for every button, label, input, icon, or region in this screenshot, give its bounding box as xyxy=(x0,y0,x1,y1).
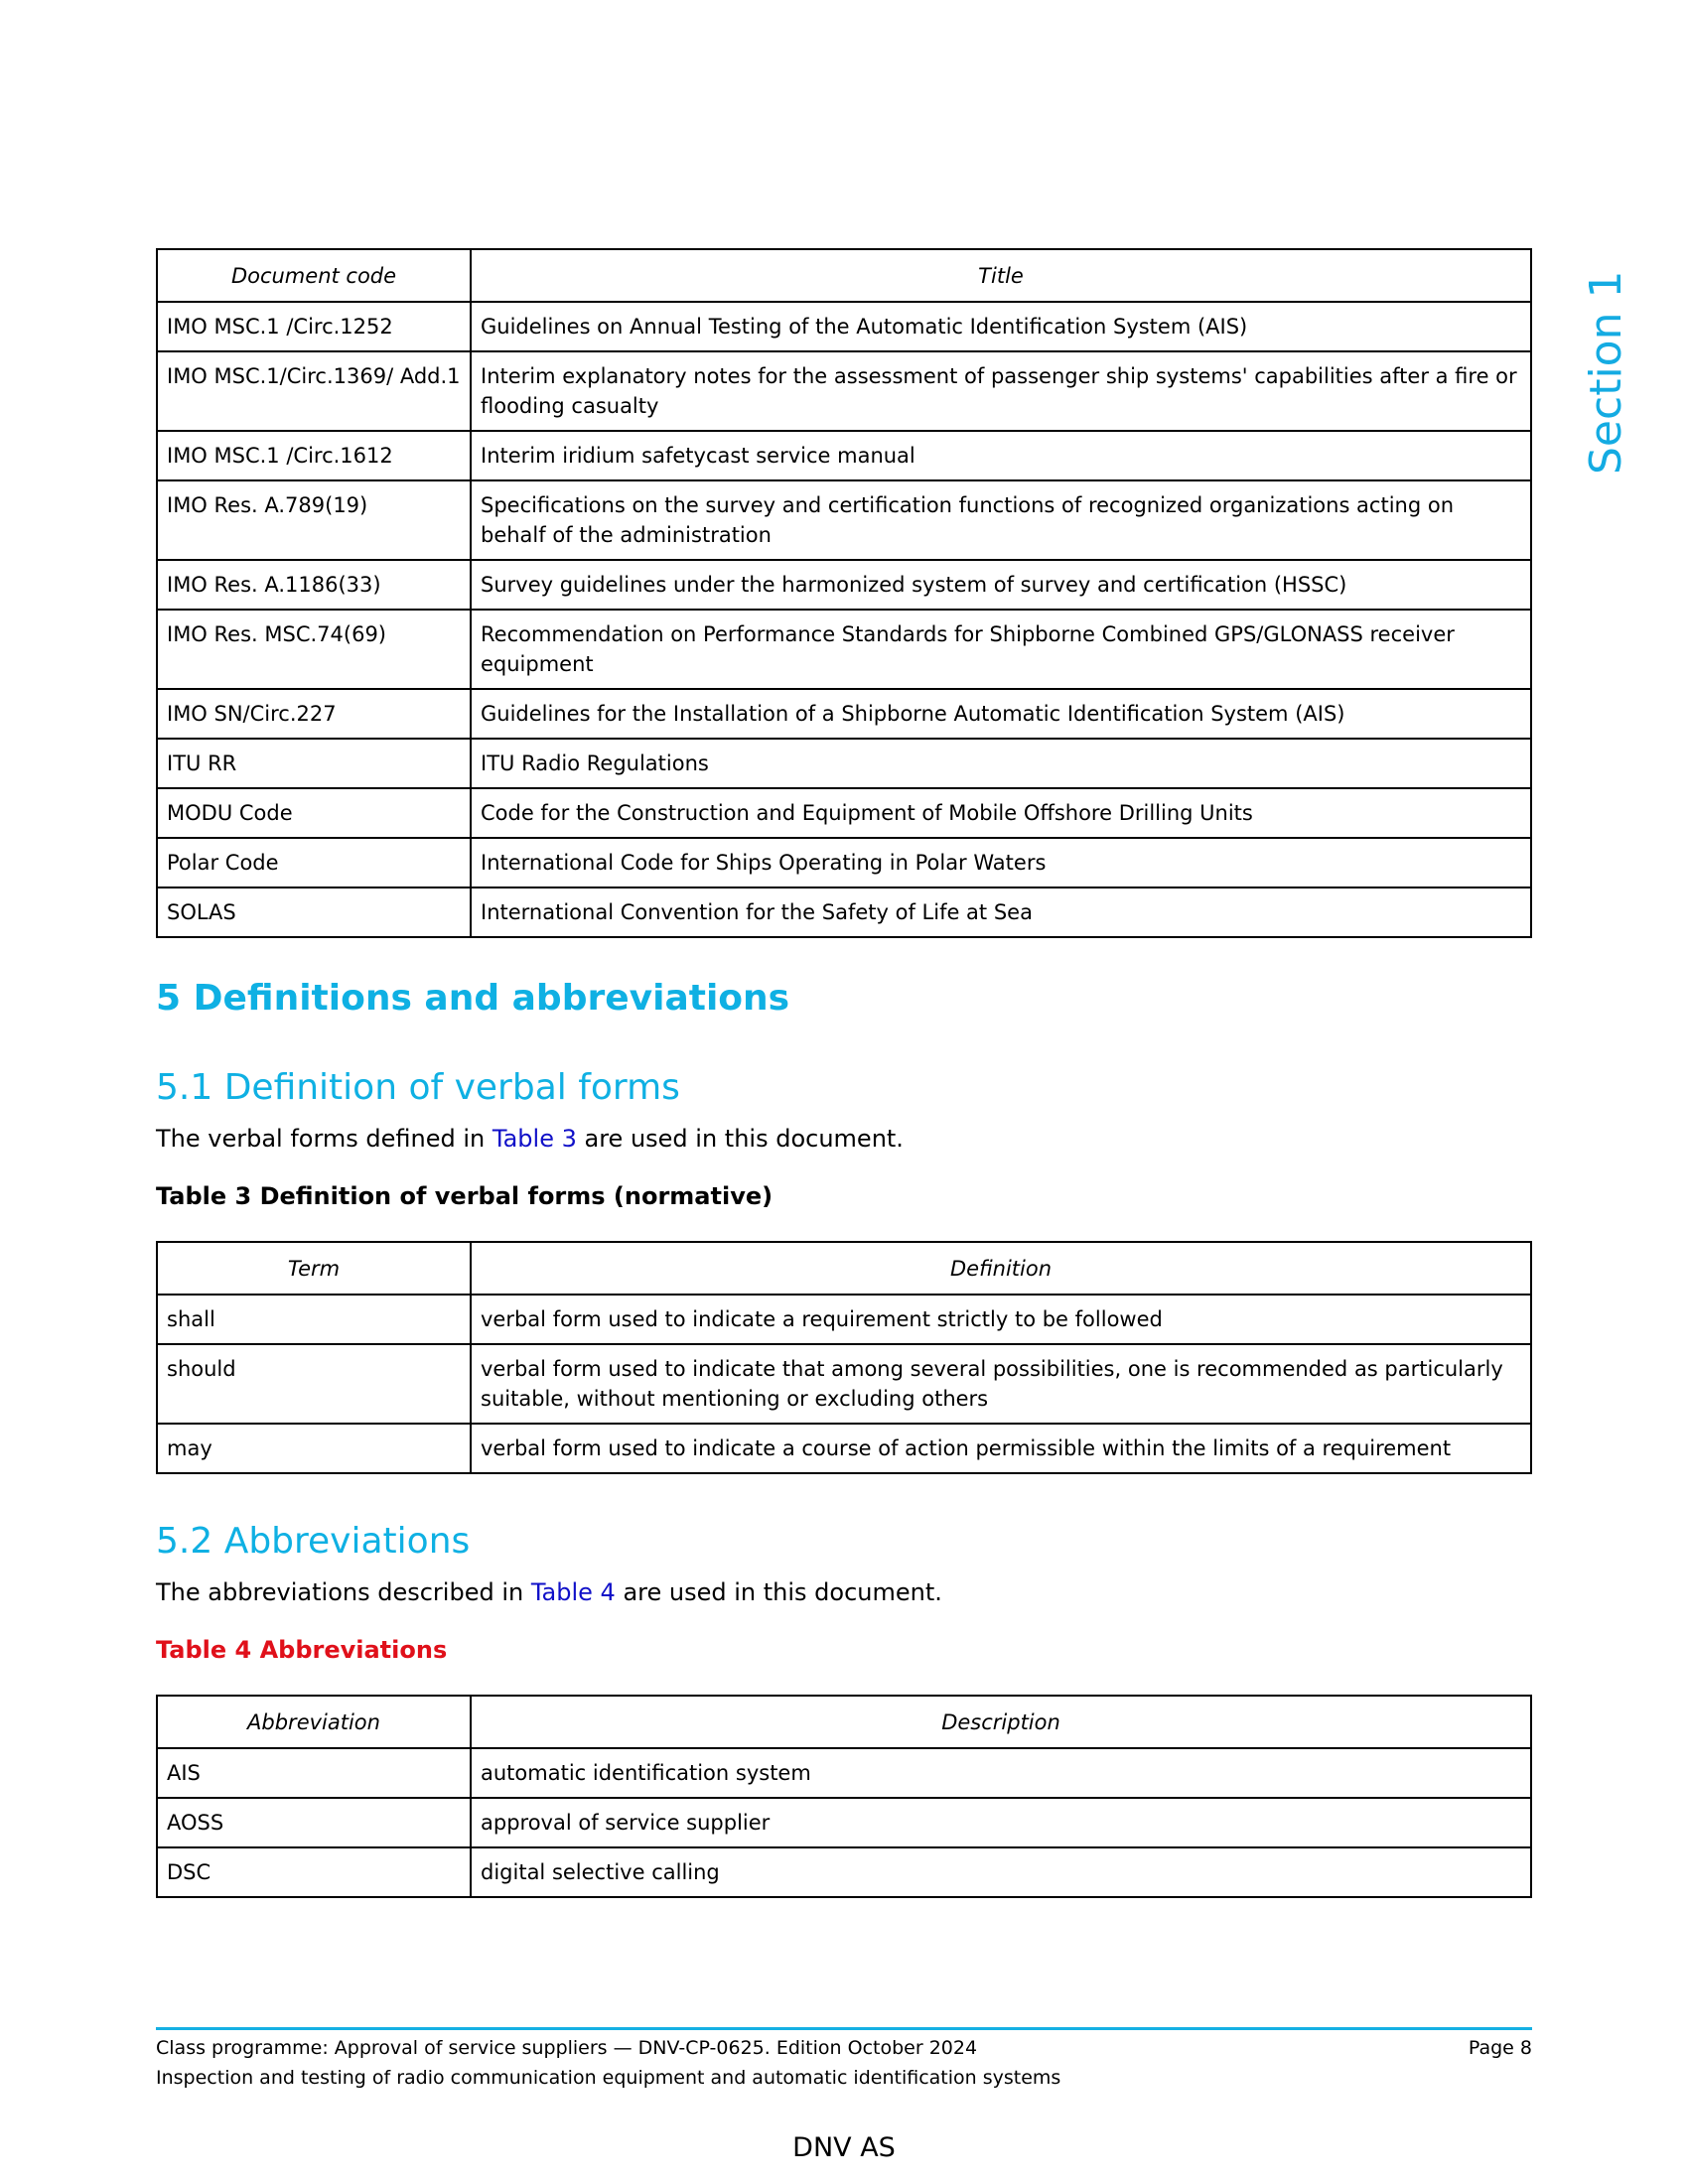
table-row xyxy=(157,610,1531,689)
doc-code: IMO Res. MSC.74(69) xyxy=(157,610,471,689)
doc-title: International Code for Ships Operating in Polar Waters xyxy=(471,838,1531,887)
table-3-caption: Table 3 Definition of verbal forms (normative) xyxy=(156,1182,774,1210)
doc-code: IMO MSC.1/Circ.1369/ Add.1 xyxy=(157,351,471,431)
subsection-heading-abbreviations: 5.2 Abbreviations xyxy=(156,1521,471,1562)
doc-title: Guidelines for the Installation of a Shipborne Automatic Identification System (AIS) xyxy=(471,689,1531,739)
section-heading: 5 Definitions and abbreviations xyxy=(156,978,790,1019)
doc-code: IMO Res. A.789(19) xyxy=(157,480,471,560)
doc-title: Survey guidelines under the harmonized system of survey and certification (HSSC) xyxy=(471,560,1531,610)
doc-title: Recommendation on Performance Standards for Shipborne Combined GPS/GLONASS receiver equipment xyxy=(471,610,1531,689)
description: automatic identification system xyxy=(471,1748,1531,1798)
paragraph-text: The abbreviations described in xyxy=(156,1578,531,1606)
table-4-caption: Table 4 Abbreviations xyxy=(156,1636,448,1664)
table-row xyxy=(157,838,1531,887)
table-header-row xyxy=(157,1242,1531,1295)
column-header: Abbreviation xyxy=(157,1696,471,1748)
paragraph-verbal-forms xyxy=(156,1125,904,1153)
table-row xyxy=(157,302,1531,351)
paragraph-text: The verbal forms defined in xyxy=(156,1125,492,1153)
table-row xyxy=(157,1344,1531,1424)
table-row xyxy=(157,788,1531,838)
doc-title: Interim iridium safetycast service manual xyxy=(471,431,1531,480)
table-header-row xyxy=(157,1696,1531,1748)
table-4-link[interactable]: Table 4 xyxy=(530,1578,616,1606)
paragraph-abbreviations xyxy=(156,1578,942,1606)
abbreviation: AOSS xyxy=(157,1798,471,1847)
definition: verbal form used to indicate a requirement strictly to be followed xyxy=(471,1295,1531,1344)
table-row xyxy=(157,351,1531,431)
doc-code: SOLAS xyxy=(157,887,471,937)
table-row xyxy=(157,1748,1531,1798)
definition: verbal form used to indicate that among several possibilities, one is recommended as particularly suitable, without mentioning or excluding others xyxy=(471,1344,1531,1424)
footer-doc-subtitle: Inspection and testing of radio communication equipment and automatic identification systems xyxy=(156,2067,1061,2089)
term: shall xyxy=(157,1295,471,1344)
section-tab-label: Section 1 xyxy=(1581,270,1631,475)
doc-title: Guidelines on Annual Testing of the Automatic Identification System (AIS) xyxy=(471,302,1531,351)
table-row xyxy=(157,1847,1531,1897)
footer-doc-title: Class programme: Approval of service suppliers — DNV-CP-0625. Edition October 2024 xyxy=(156,2037,978,2059)
abbreviation: AIS xyxy=(157,1748,471,1798)
doc-title: ITU Radio Regulations xyxy=(471,739,1531,788)
table-row xyxy=(157,1424,1531,1473)
abbreviation: DSC xyxy=(157,1847,471,1897)
table-3-link[interactable]: Table 3 xyxy=(492,1125,577,1153)
footer-page-number: Page 8 xyxy=(1468,2037,1532,2059)
doc-code: IMO MSC.1 /Circ.1612 xyxy=(157,431,471,480)
term: should xyxy=(157,1344,471,1424)
verbal-forms-table xyxy=(156,1241,1532,1474)
doc-title: International Convention for the Safety of Life at Sea xyxy=(471,887,1531,937)
definition: verbal form used to indicate a course of action permissible within the limits of a requirement xyxy=(471,1424,1531,1473)
table-row xyxy=(157,739,1531,788)
references-table xyxy=(156,248,1532,938)
column-header: Title xyxy=(471,249,1531,302)
doc-code: IMO SN/Circ.227 xyxy=(157,689,471,739)
table-row xyxy=(157,1295,1531,1344)
column-header: Definition xyxy=(471,1242,1531,1295)
column-header: Document code xyxy=(157,249,471,302)
section-tab xyxy=(1581,262,1631,475)
table-row xyxy=(157,480,1531,560)
table-row xyxy=(157,689,1531,739)
doc-code: ITU RR xyxy=(157,739,471,788)
footer-company: DNV AS xyxy=(792,2132,896,2163)
description: digital selective calling xyxy=(471,1847,1531,1897)
doc-code: IMO Res. A.1186(33) xyxy=(157,560,471,610)
subsection-heading-verbal-forms: 5.1 Definition of verbal forms xyxy=(156,1067,680,1108)
column-header: Description xyxy=(471,1696,1531,1748)
table-row xyxy=(157,1798,1531,1847)
table-row xyxy=(157,560,1531,610)
doc-code: MODU Code xyxy=(157,788,471,838)
doc-title: Interim explanatory notes for the assessment of passenger ship systems' capabilities after a fire or flooding casualty xyxy=(471,351,1531,431)
paragraph-text: are used in this document. xyxy=(576,1125,904,1153)
footer-divider xyxy=(156,2027,1532,2030)
doc-code: IMO MSC.1 /Circ.1252 xyxy=(157,302,471,351)
table-row xyxy=(157,431,1531,480)
table-row xyxy=(157,887,1531,937)
description: approval of service supplier xyxy=(471,1798,1531,1847)
doc-title: Specifications on the survey and certification functions of recognized organizations acting on behalf of the administration xyxy=(471,480,1531,560)
doc-code: Polar Code xyxy=(157,838,471,887)
paragraph-text: are used in this document. xyxy=(615,1578,942,1606)
abbreviations-table xyxy=(156,1695,1532,1898)
table-header-row xyxy=(157,249,1531,302)
term: may xyxy=(157,1424,471,1473)
doc-title: Code for the Construction and Equipment of Mobile Offshore Drilling Units xyxy=(471,788,1531,838)
column-header: Term xyxy=(157,1242,471,1295)
